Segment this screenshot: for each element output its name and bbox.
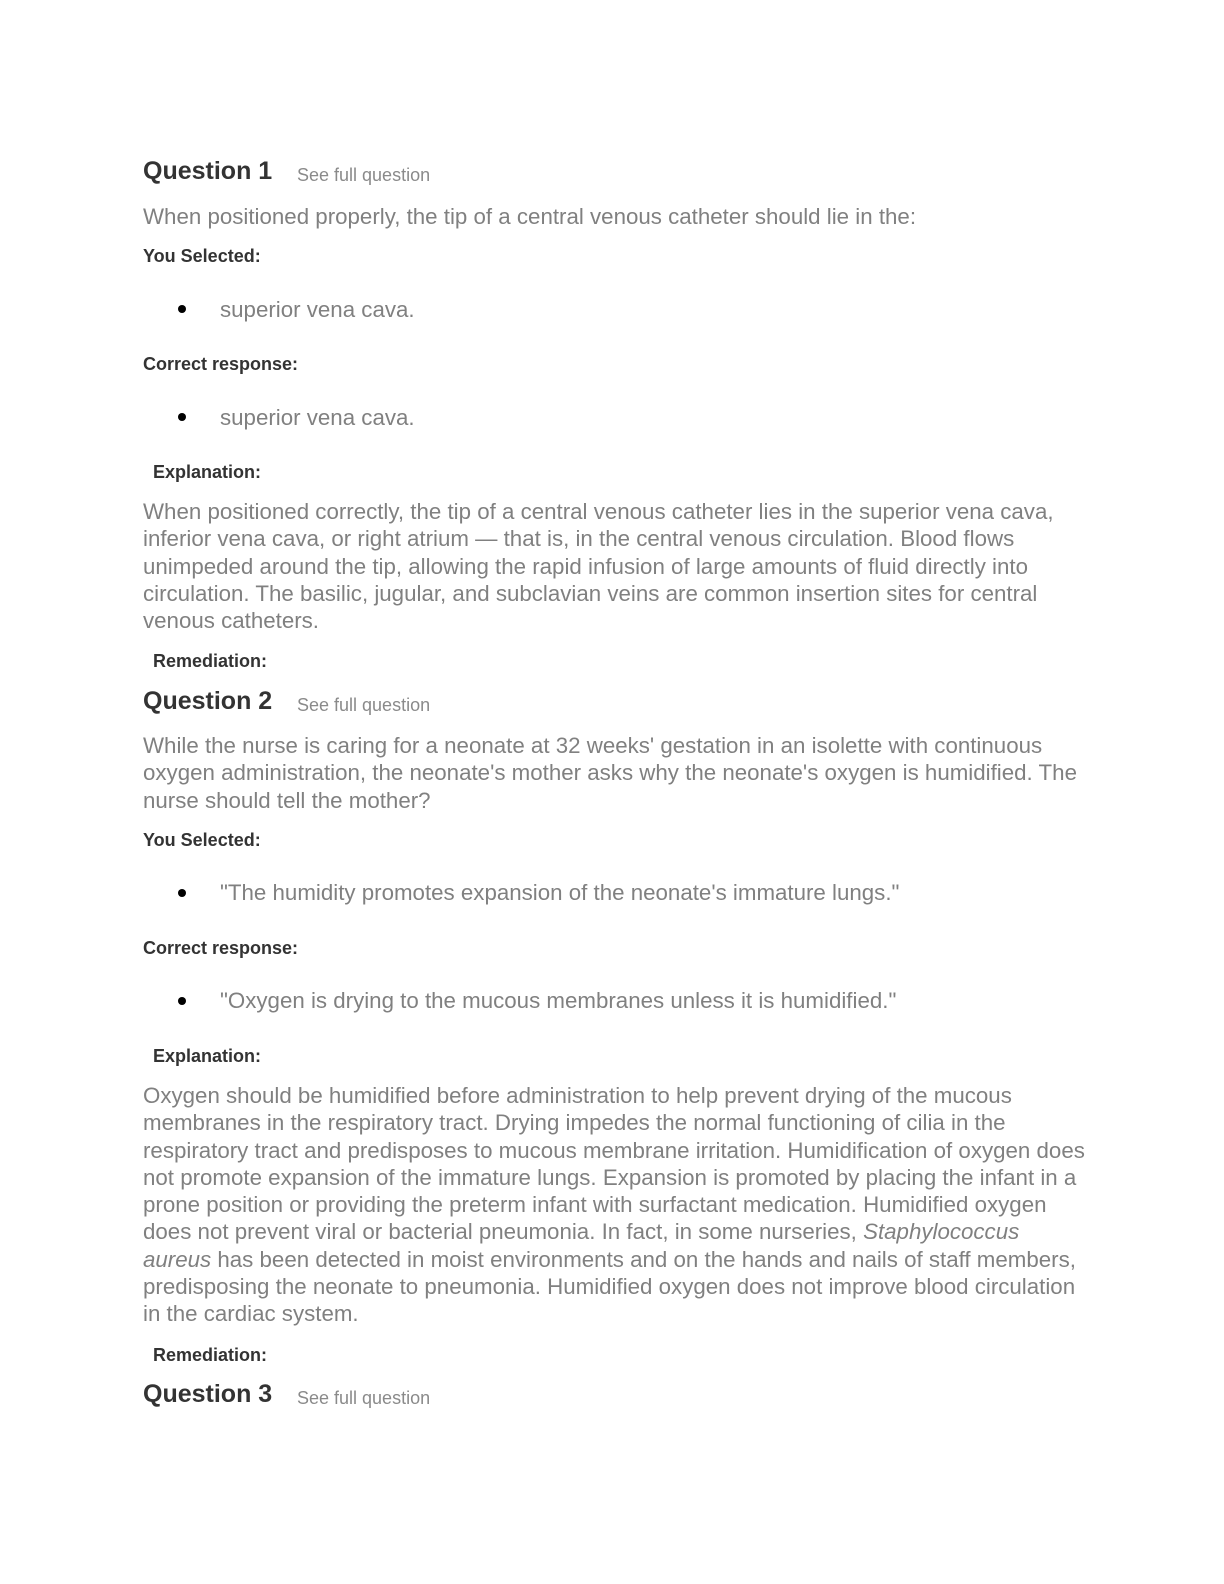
correct-answer: "Oxygen is drying to the mucous membranes unless it is humidified." [220, 988, 897, 1013]
correct-response-label: Correct response: [143, 354, 299, 374]
see-full-question-link[interactable]: See full question [297, 695, 431, 715]
selected-answer: superior vena cava. [220, 297, 415, 322]
bullet-icon [178, 413, 186, 421]
explanation-text-italic: Staphylococcus aureus [143, 1219, 1020, 1272]
see-full-question-link[interactable]: See full question [297, 1388, 431, 1408]
you-selected-label: You Selected: [143, 246, 261, 266]
bullet-icon [178, 889, 186, 897]
explanation-text: When positioned correctly, the tip of a central venous catheter lies in the superior vena cava, inferior vena cava, or right atrium — that is, in the central venous circulation. Blood flows unimpeded around the tip, allowing the rapid infusion of large amounts of fluid directly into circulation. The basilic, jugular, and subclavian veins are common insertion sites for central venous catheters. [143, 499, 1054, 634]
correct-response-label: Correct response: [143, 938, 299, 958]
see-full-question-link[interactable]: See full question [297, 165, 431, 185]
explanation-text-part: Oxygen should be humidified before administration to help prevent drying of the mucous membranes in the respiratory tract. Drying impedes the normal functioning of cilia in the respiratory tract and predisposes to mucous membrane irritation. Humidification of oxygen does not promote expansion of the immature lungs. Expansion is promoted by placing the infant in a prone position or providing the preterm infant with surfactant medication. Humidified oxygen does not prevent viral or bacterial pneumonia. In fact, in some nurseries, [143, 1083, 1085, 1245]
selected-answer: "The humidity promotes expansion of the neonate's immature lungs." [220, 880, 900, 905]
bullet-icon [178, 305, 186, 313]
you-selected-label: You Selected: [143, 830, 261, 850]
explanation-text [143, 1082, 1088, 1328]
question-title: Question 2 [143, 687, 273, 715]
question-text: While the nurse is caring for a neonate at 32 weeks' gestation in an isolette with continuous oxygen administration, the neonate's mother asks why the neonate's oxygen is humidified. The nurse should tell the mother? [143, 733, 1077, 813]
remediation-label: Remediation: [153, 1345, 268, 1365]
explanation-label: Explanation: [153, 462, 262, 482]
explanation-label: Explanation: [153, 1046, 262, 1066]
question-text: When positioned properly, the tip of a central venous catheter should lie in the: [143, 204, 917, 229]
correct-answer: superior vena cava. [220, 405, 415, 430]
question-title: Question 1 [143, 157, 273, 185]
remediation-label: Remediation: [153, 651, 268, 671]
question-title: Question 3 [143, 1380, 273, 1408]
bullet-icon [178, 997, 186, 1005]
explanation-text-part: has been detected in moist environments and on the hands and nails of staff members, predisposing the neonate to pneumonia. Humidified oxygen does not improve blood circulation in the cardiac system. [143, 1246, 1076, 1327]
